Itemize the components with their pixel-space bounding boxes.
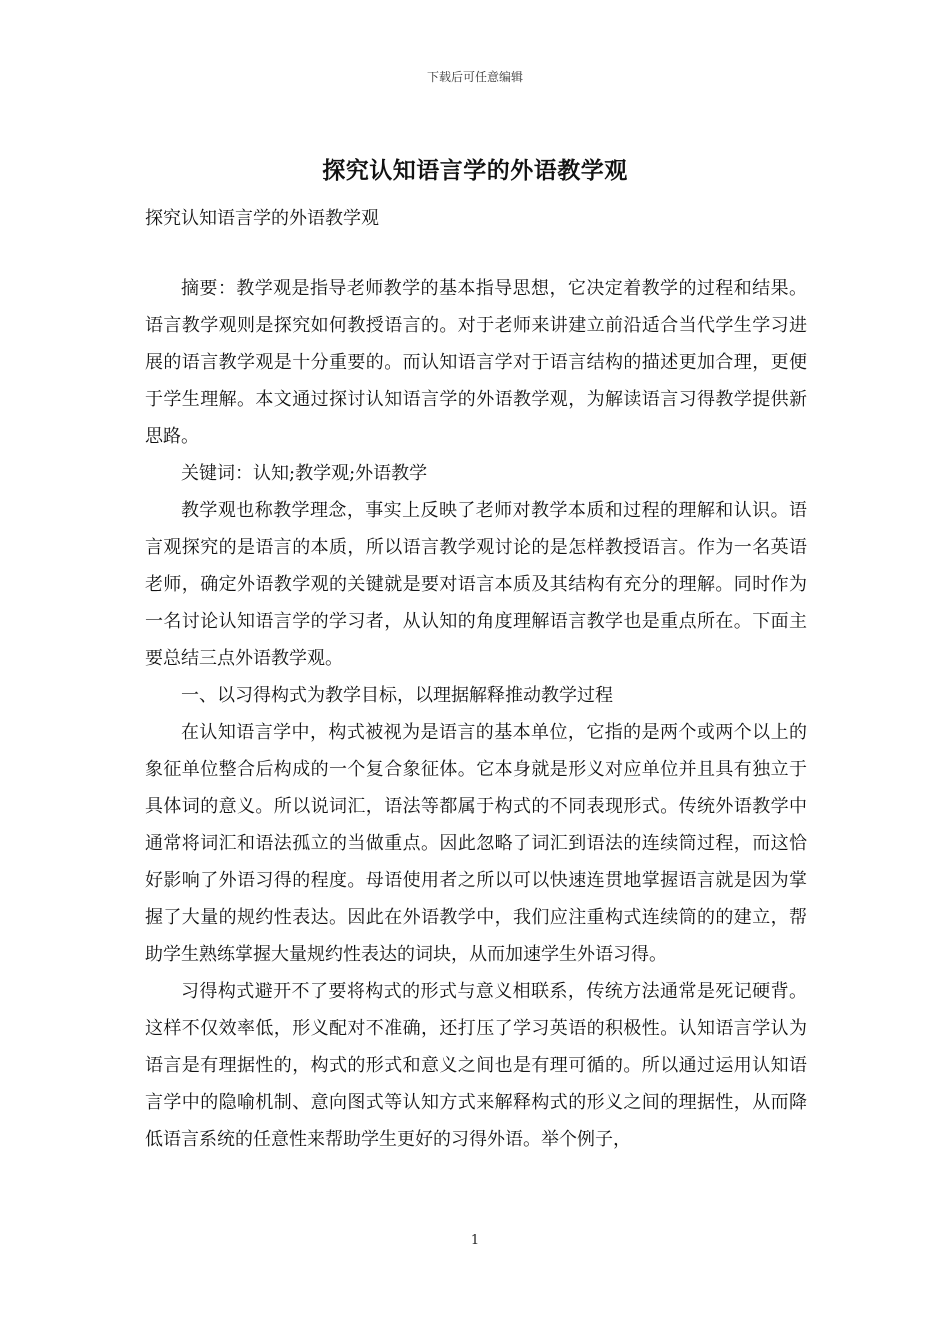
document-title: 探究认知语言学的外语教学观 (322, 157, 628, 184)
header-note: 下载后可任意编辑 (426, 70, 523, 84)
page-number: 1 (470, 1233, 480, 1248)
body-paragraph: 习得构式避开不了要将构式的形式与意义相联系，传统方法通常是死记硬背。这样不仅效率低，形义配对不准确，还打压了学习英语的积极性。认知语言学认为语言是有理据性的，构式的形式和意义之间也是有理可循的。所以通过运用认知语言学中的隐喻机制、意向图式等认知方式来解释构式的形义之间的理据性，从而降低语言系统的任意性来帮助学生更好的习得外语。举个例子， (145, 981, 807, 1150)
section-heading: 一、以习得构式为教学目标，以理据解释推动教学过程 (181, 685, 613, 706)
body-paragraph: 在认知语言学中，构式被视为是语言的基本单位，它指的是两个或两个以上的象征单位整合后构成的一个复合象征体。它本身就是形义对应单位并且具有独立于具体词的意义。所以说词汇，语法等都属于构式的不同表现形式。传统外语教学中通常将词汇和语法孤立的当做重点。因此忽略了词汇到语法的连续筒过程，而这恰好影响了外语习得的程度。母语使用者之所以可以快速连贯地掌握语言就是因为掌握了大量的规约性表达。因此在外语教学中，我们应注重构式连续筒的的建立，帮助学生熟练掌握大量规约性表达的词块，从而加速学生外语习得。 (145, 722, 807, 965)
abstract-paragraph: 摘要：教学观是指导老师教学的基本指导思想，它决定着教学的过程和结果。语言教学观则是探究如何教授语言的。对于老师来讲建立前沿适合当代学生学习进展的语言教学观是十分重要的。而认知语言学对于语言结构的描述更加合理，更便于学生理解。本文通过探讨认知语言学的外语教学观，为解读语言习得教学提供新思路。 (145, 278, 807, 447)
keywords-paragraph: 关键词：认知;教学观;外语教学 (181, 463, 428, 484)
document-body (145, 270, 807, 1158)
document-subtitle: 探究认知语言学的外语教学观 (145, 208, 379, 229)
intro-paragraph: 教学观也称教学理念，事实上反映了老师对教学本质和过程的理解和认识。语言观探究的是语言的本质，所以语言教学观讨论的是怎样教授语言。作为一名英语老师，确定外语教学观的关键就是要对语言本质及其结构有充分的理解。同时作为一名讨论认知语言学的学习者，从认知的角度理解语言教学也是重点所在。下面主要总结三点外语教学观。 (145, 500, 807, 669)
